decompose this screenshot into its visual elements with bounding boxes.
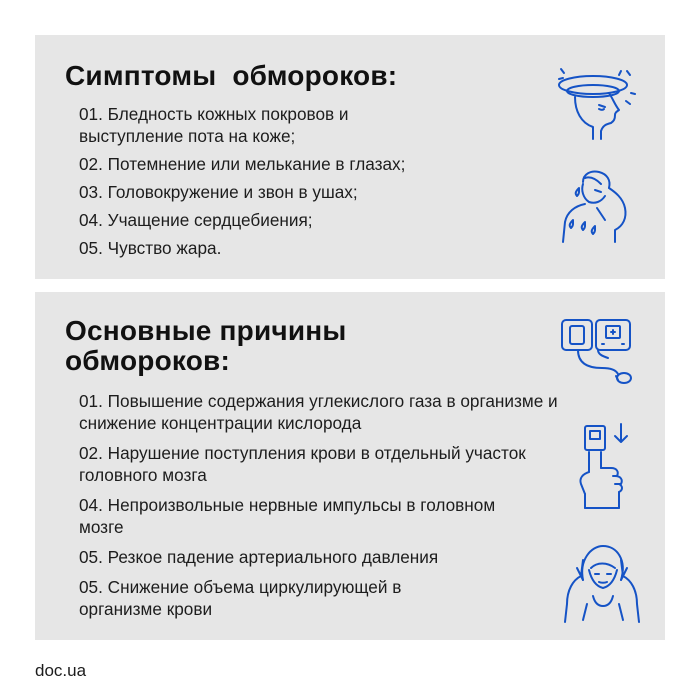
symptoms-title: Симптомы обмороков:	[65, 60, 398, 91]
list-item: 05. Чувство жара.	[79, 238, 222, 258]
list-item: 05. Снижение объема циркулирующей в организме крови	[79, 577, 402, 619]
blood-pressure-monitor-icon	[558, 316, 638, 388]
symptoms-card	[35, 35, 665, 279]
headache-woman-icon	[561, 540, 643, 624]
footer-brand: doc.ua	[35, 661, 87, 680]
list-item: 02. Потемнение или мелькание в глазах;	[79, 154, 406, 174]
list-item: 05. Резкое падение артериального давления	[79, 547, 439, 567]
causes-card	[35, 292, 665, 640]
list-item: 04. Непроизвольные нервные импульсы в головном мозге	[79, 495, 496, 537]
causes-title: Основные причины обмороков:	[65, 315, 355, 376]
list-item: 04. Учащение сердцебиения;	[79, 210, 313, 230]
sweating-person-icon	[555, 168, 637, 248]
list-item: 03. Головокружение и звон в ушах;	[79, 182, 358, 202]
list-item: 01. Повышение содержания углекислого газа в организме и снижение концентрации кислорода	[79, 391, 558, 433]
dizzy-head-icon	[553, 63, 639, 143]
list-item: 02. Нарушение поступления крови в отдельный участок головного мозга	[79, 443, 526, 485]
symptoms-list	[79, 103, 409, 265]
causes-list	[79, 390, 559, 628]
pulse-oximeter-finger-icon	[575, 420, 641, 510]
list-item: 01. Бледность кожных покровов и выступление пота на коже;	[79, 104, 349, 146]
